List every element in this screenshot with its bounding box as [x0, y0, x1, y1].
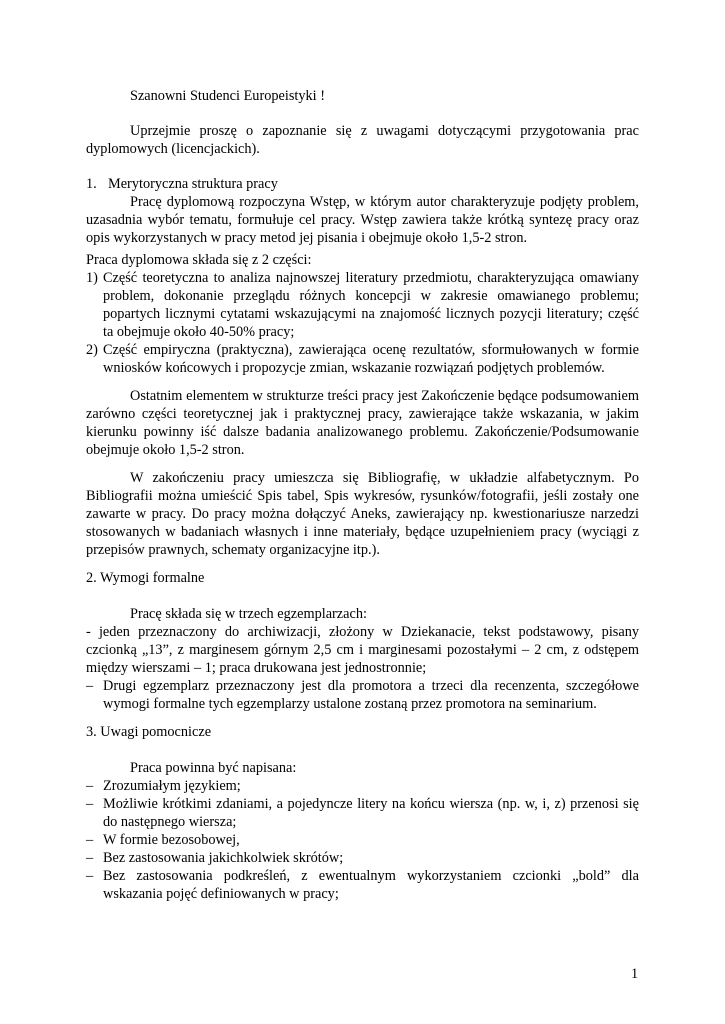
- intro-paragraph: Uprzejmie proszę o zapoznanie się z uwagami dotyczącymi przygotowania prac dyplomowych (licencjackich).: [86, 123, 639, 157]
- section-2-intro: Pracę składa się w trzech egzemplarzach:: [130, 606, 367, 622]
- list-item: [86, 677, 639, 713]
- parts-intro: Praca dyplomowa składa się z 2 części:: [86, 252, 312, 268]
- list-item-text: Zrozumiałym językiem;: [103, 778, 241, 794]
- section-2-heading: 2. Wymogi formalne: [86, 570, 205, 586]
- page-number: 1: [631, 966, 639, 982]
- section-1-title: Merytoryczna struktura pracy: [108, 176, 278, 192]
- list-item-text: Możliwie krótkimi zdaniami, a pojedyncze litery na końcu wiersza (np. w, i, z) przenosi się do następnego wiersza;: [103, 796, 639, 830]
- list-marker: –: [86, 678, 94, 694]
- conclusion-paragraph: Ostatnim elementem w strukturze treści pracy jest Zakończenie będące podsumowaniem zarówno części teoretycznej jak i praktycznej pracy, zawierające także wskazania, w jakim kierunku powinny iść dalsze badania analizowanego problemu. Zakończenie/Podsumowanie obejmuje około 1,5-2 stron.: [86, 388, 639, 458]
- list-item: [86, 867, 639, 903]
- section-3-intro: Praca powinna być napisana:: [130, 760, 297, 776]
- list-item-text: Część empiryczna (praktyczna), zawierająca ocenę rezultatów, sformułowanych w formie wniosków końcowych i propozycje zmian, wskazanie rozwiązań podjętych problemów.: [103, 342, 639, 376]
- list-marker: –: [86, 850, 94, 866]
- section-1-number: 1.: [86, 176, 97, 192]
- bibliography-paragraph: W zakończeniu pracy umieszcza się Bibliografię, w układzie alfabetycznym. Po Bibliografii można umieścić Spis tabel, Spis wykresów, rysunków/fotografii, jeśli zostały one zawarte w pracy. Do pracy można dołączyć Aneks, zawierający np. kwestionariusze narzedzi stosowanych w badaniach własnych i inne materiały, będące uzupełnieniem pracy (wyciągi z przepisów prawnych, schematy organizacyjne itp.).: [86, 470, 639, 558]
- list-item: [86, 341, 639, 377]
- list-marker: –: [86, 778, 94, 794]
- section-3-heading: 3. Uwagi pomocnicze: [86, 724, 212, 740]
- list-item-text: Drugi egzemplarz przeznaczony jest dla promotora a trzeci dla recenzenta, szczegółowe wymogi formalne tych egzemplarzy ustalone zostaną przez promotora na seminarium.: [103, 678, 639, 712]
- list-marker: –: [86, 832, 94, 848]
- list-item: [86, 795, 639, 831]
- list-marker: –: [86, 796, 94, 812]
- greeting: Szanowni Studenci Europeistyki !: [130, 88, 325, 104]
- list-item-text: Bez zastosowania jakichkolwiek skrótów;: [103, 850, 344, 866]
- list-marker: 2): [86, 342, 98, 358]
- list-item: [86, 269, 639, 341]
- list-marker: –: [86, 868, 94, 884]
- list-marker: 1): [86, 270, 98, 286]
- list-item: [86, 831, 639, 849]
- section-1-heading: [86, 175, 639, 193]
- list-item-text: Bez zastosowania podkreśleń, z ewentualnym wykorzystaniem czcionki „bold” dla wskazania pojęć definiowanych w pracy;: [103, 868, 639, 902]
- list-item-text: W formie bezosobowej,: [103, 832, 240, 848]
- first-copy-paragraph: - jeden przeznaczony do archiwizacji, złożony w Dziekanacie, tekst podstawowy, pisany czcionką „13”, z marginesem górnym 2,5 cm i marginesami pozostałymi – 2 cm, z odstępem między wierszami – 1; praca drukowana jest jednostronnie;: [86, 624, 639, 676]
- list-item: [86, 849, 639, 867]
- list-item-text: Część teoretyczna to analiza najnowszej literatury przedmiotu, charakteryzująca omawiany problem, dokonanie przeglądu różnych koncepcji w zakresie omawianego problemu; popartych licznymi cytatami wskazującymi na znajomość licznych pozycji literatury; część ta obejmuje około 40-50% pracy;: [103, 270, 639, 340]
- section-1-paragraph-intro: Pracę dyplomową rozpoczyna Wstęp, w którym autor charakteryzuje podjęty problem, uzasadnia wybór tematu, formułuje cel pracy. Wstęp zawiera także krótką syntezę pracy oraz opis wykorzystanych w pracy metod jej pisania i obejmuje około 1,5-2 stron.: [86, 194, 639, 246]
- list-item: [86, 777, 639, 795]
